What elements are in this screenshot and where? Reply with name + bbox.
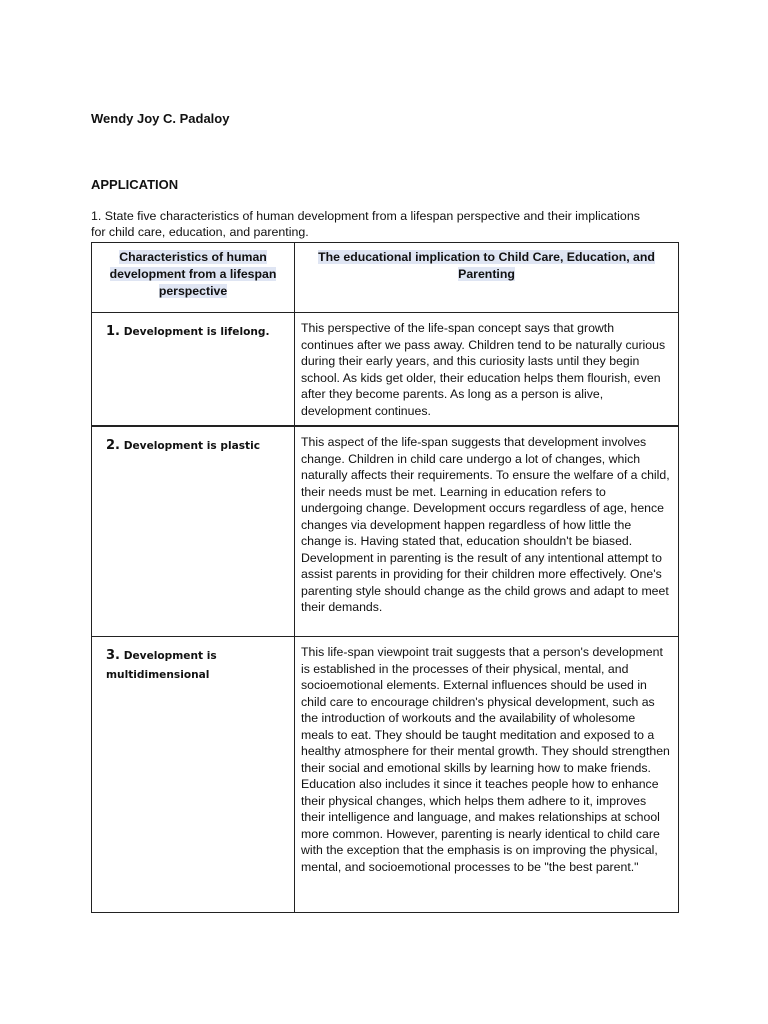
row-number: 3. — [106, 648, 120, 663]
characteristic-cell — [92, 313, 295, 427]
header-characteristics-label: Characteristics of human development from a lifespan perspective — [109, 250, 277, 298]
characteristic-label: Development is multidimensional — [106, 650, 217, 681]
characteristic-label: Development is lifelong. — [123, 326, 270, 338]
implication-cell: This perspective of the life-span concept says that growth continues after we pass away. Children tend to be naturally curious during their early years, and this curiosity lasts until they begin school. As kids get older, their education helps them flourish, even after they become parents. As long as a person is alive, development continues. — [295, 313, 679, 427]
characteristic-cell — [92, 637, 295, 913]
header-implications — [295, 243, 679, 313]
table-row — [92, 313, 679, 427]
author-name: Wendy Joy C. Padaloy — [91, 111, 230, 126]
table-row — [92, 426, 679, 637]
row-number: 2. — [106, 438, 120, 453]
table-row — [92, 637, 679, 913]
row-number: 1. — [106, 324, 120, 339]
characteristics-table — [91, 242, 679, 913]
characteristic-label: Development is plastic — [123, 440, 261, 452]
implication-cell: This life-span viewpoint trait suggests that a person's development is established in the processes of their physical, mental, and socioemotional elements. External influences should be used in child care to encourage children's physical development, such as the introduction of workouts and the availability of wholesome meals to eat. They should be taught meditation and exposed to a healthy atmosphere for their mental growth. They should strengthen their social and emotional skills by learning how to make friends. Education also includes it since it teaches people how to enhance their physical changes, which helps them adhere to it, improves their intelligence and language, and makes relationships at school more common. However, parenting is nearly identical to child care with the exception that the emphasis is on improving the physical, mental, and socioemotional processes to be "the best parent." — [295, 637, 679, 913]
question-text: 1. State five characteristics of human development from a lifespan perspective and their implications for child care, education, and parenting. — [91, 209, 640, 239]
characteristic-cell — [92, 426, 295, 637]
header-implications-label: The educational implication to Child Care, Education, and Parenting — [318, 250, 655, 281]
header-characteristics — [92, 243, 295, 313]
table-header-row — [92, 243, 679, 313]
section-title: APPLICATION — [91, 177, 179, 192]
implication-cell: This aspect of the life-span suggests that development involves change. Children in child care undergo a lot of changes, which naturally affects their requirements. To ensure the welfare of a child, their needs must be met. Learning in education refers to undergoing change. Development occurs regardless of age, hence changes via development happen regardless of how little the change is. Having stated that, education shouldn't be biased. Development in parenting is the result of any intentional attempt to assist parents in providing for their children more effectively. One's parenting style should change as the child grows and adapt to meet their demands. — [295, 426, 679, 637]
